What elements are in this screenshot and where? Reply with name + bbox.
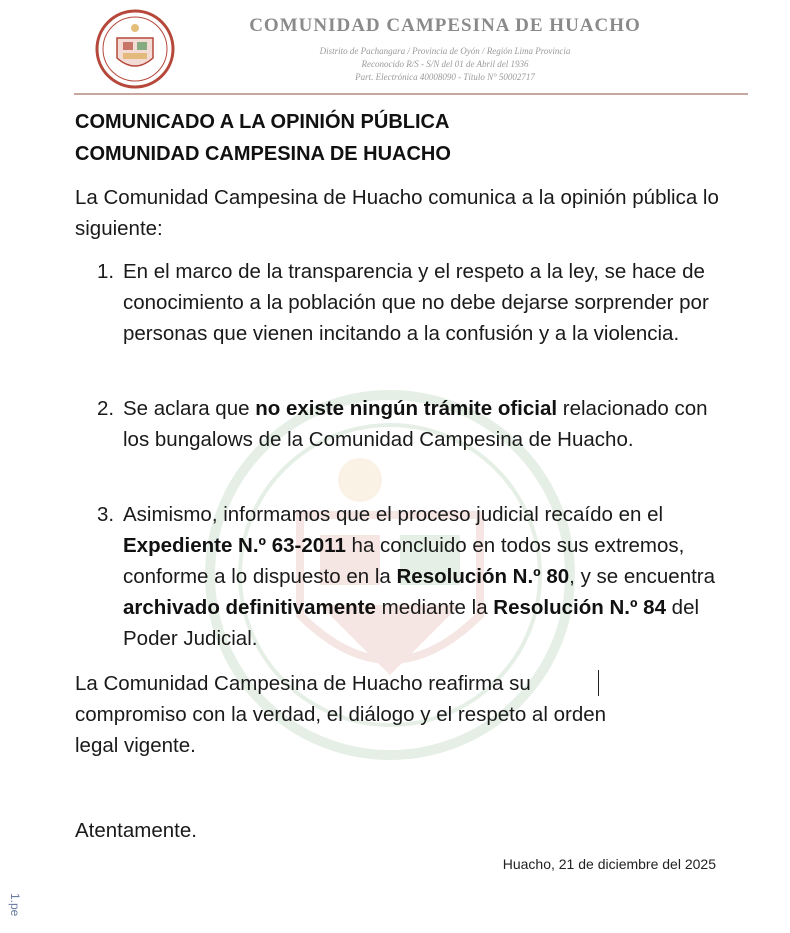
case-file-number: Expediente N.º 63-2011: [123, 534, 346, 557]
list-number: 1.: [97, 260, 115, 283]
closing-paragraph: [75, 668, 625, 761]
resolution-80: Resolución N.º 80: [396, 565, 570, 588]
list-item-text: , y se encuentra: [569, 565, 716, 588]
organization-location: Distrito de Pachangara / Provincia de Oyón / Región Lima Provincia: [319, 46, 571, 56]
list-item-text: relacionado con los bungalows de la Comunidad Campesina de Huacho.: [123, 397, 708, 451]
list-item: [92, 393, 732, 455]
emphasis-text: no existe ningún trámite oficial: [255, 397, 558, 420]
closing-text: La Comunidad Campesina de Huacho reafirma su compromiso con la verdad, el diálogo y el respeto al orden legal vigente.: [75, 672, 607, 757]
list-item-text: En el marco de la transparencia y el respeto a la ley, se hace de conocimiento a la población que no debe dejarse sorprender por personas que vienen incitando a la confusión y a la violencia.: [123, 260, 709, 345]
communique-subheading: COMUNIDAD CAMPESINA DE HUACHO: [75, 143, 451, 165]
header-divider: [74, 93, 748, 95]
list-number: 3.: [97, 503, 115, 526]
list-number: 2.: [97, 397, 115, 420]
community-seal-logo: [92, 8, 178, 90]
archived-status: archivado definitivamente: [123, 596, 376, 619]
list-item-text: del Poder Judicial.: [123, 596, 700, 650]
list-item: [92, 256, 732, 349]
list-item-text: ha concluido en todos sus extremos, conforme a lo dispuesto en la: [123, 534, 685, 588]
list-item: [92, 499, 732, 654]
list-item-text: Se aclara que: [123, 397, 256, 420]
text-cursor: [598, 670, 599, 696]
letterhead: [0, 0, 790, 95]
organization-registry: Part. Electrónica 40008090 - Título N° 50002717: [355, 72, 535, 82]
document-date: Huacho, 21 de diciembre del 2025: [502, 856, 716, 872]
edge-text-fragment: 1.pe: [8, 893, 22, 917]
list-item-text: mediante la: [375, 596, 494, 619]
organization-title: COMUNIDAD CAMPESINA DE HUACHO: [249, 15, 641, 36]
signoff: Atentamente.: [75, 819, 197, 842]
intro-paragraph: La Comunidad Campesina de Huacho comunica a la opinión pública lo siguiente:: [75, 186, 719, 240]
organization-recognition: Reconocido R/S - S/N del 01 de Abril del 1936: [361, 59, 529, 69]
resolution-84: Resolución N.º 84: [493, 596, 666, 619]
list-item-text: Asimismo, informamos que el proceso judicial recaído en el: [123, 503, 664, 526]
communique-heading: COMUNICADO A LA OPINIÓN PÚBLICA: [75, 111, 450, 133]
